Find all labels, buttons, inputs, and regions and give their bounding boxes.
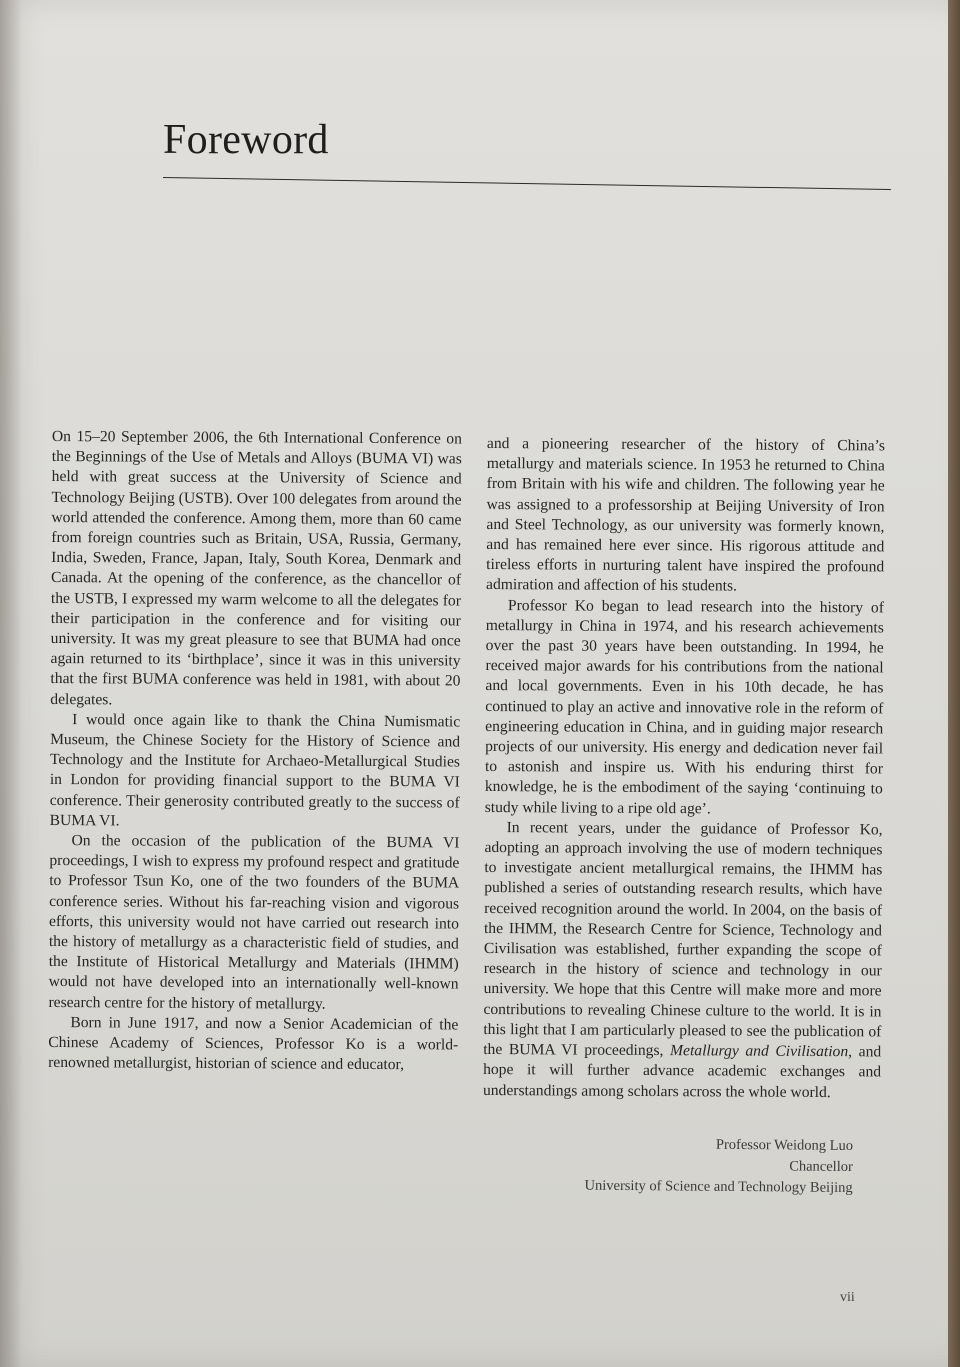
book-title: Metallurgy and Civilisation (670, 1042, 849, 1061)
signature-role: Chancellor (789, 1158, 853, 1175)
paragraph (483, 818, 883, 1103)
left-column (48, 427, 462, 1076)
page-title: Foreword (163, 117, 329, 163)
title-rule (163, 177, 891, 190)
page-number: vii (840, 1290, 855, 1305)
paragraph: On the occasion of the publication of the BUMA VI proceedings, I wish to express my profound respect and gratitude to Professor Tsun Ko, one of the two founders of the BUMA conference series. Without his far-reaching vision and vigorous efforts, this university would not have carried out research into the history of metallurgy as a characteristic field of studies, and the Institute of Historical Metallurgy and Materials (IHMM) would not have developed into an internationally well-known research centre for the history of metallurgy. (48, 832, 460, 1013)
paragraph-text: In recent years, under the guidance of Professor Ko, adopting an approach involving the use of modern techniques to investigate ancient metallurgical remains, the IHMM has published a series of outstanding research results, which have received recognition around the world. In 2004, on the basis of the IHMM, the Research Centre for Science, Technology and Civilisation was established, further expanding the scope of research in the history of science and technology in our university. We hope that this Centre will make more and more contributions to revealing Chinese culture to the world. It is in this light that I am particularly pleased to see the publication of the BUMA VI proceedings, (483, 818, 883, 1060)
paragraph: and a pioneering researcher of the history of China’s metallurgy and materials science. In 1953 he returned to China from Britain with his wife and children. The following year he was assigned to a professorship at Beijing University of Iron and Steel Technology, as our university was formerly known, and has remained here ever since. His rigorous attitude and tireless efforts in nurturing talent have inspired the profound admiration and affection of his students. (486, 434, 885, 595)
paragraph: On 15–20 September 2006, the 6th International Conference on the Beginnings of the Use of Metals and Alloys (BUMA VI) was held with great success at the University of Science and Technology Beijing (USTB). Over 100 delegates from around the world attended the conference. Among them, more than 60 came from foreign countries such as Britain, USA, Russia, Germany, India, Sweden, France, Japan, Italy, South Korea, Denmark and Canada. At the opening of the conference, as the chancellor of the USTB, I expressed my warm welcome to all the delegates for their participation in the conference and for visiting our university. It was my great pleasure to see that BUMA had once again returned to its ‘birthplace’, since it was in this university that the first BUMA conference was held in 1981, with about 20 delegates. (50, 427, 462, 709)
paragraph: I would once again like to thank the China Numismatic Museum, the Chinese Society for the History of Science and Technology and the Institute for Archaeo-Metallurgical Studies in London for providing financial support to the BUMA VI conference. Their generosity contributed greatly to the success of BUMA VI. (49, 710, 461, 830)
signature-name: Professor Weidong Luo (715, 1136, 853, 1154)
paragraph: Born in June 1917, and now a Senior Academician of the Chinese Academy of Sciences, Professor Ko is a world-renowned metallurgist, historian of science and educator, (48, 1014, 459, 1074)
right-column (483, 434, 885, 1103)
signature-institution: University of Science and Technology Beijing (584, 1177, 853, 1196)
signature-block (584, 1134, 853, 1199)
paragraph-text: , and hope it will further advance academic exchanges and understandings among scholars across the whole world. (482, 1043, 882, 1101)
paragraph: Professor Ko began to lead research into the history of metallurgy in China in 1974, and his research achievements over the past 30 years have been outstanding. In 1994, he received major awards for his contributions from the national and local governments. Even in his 10th decade, he has continued to play an active and innovative role in the reform of engineering education in China, and in guiding major research projects of our university. His energy and dedication never fail to astonish and inspire us. With his enduring thirst for knowledge, he is the embodiment of the saying ‘continuing to study while living to a ripe old age’. (484, 596, 884, 818)
gutter-shadow (0, 0, 22, 1367)
